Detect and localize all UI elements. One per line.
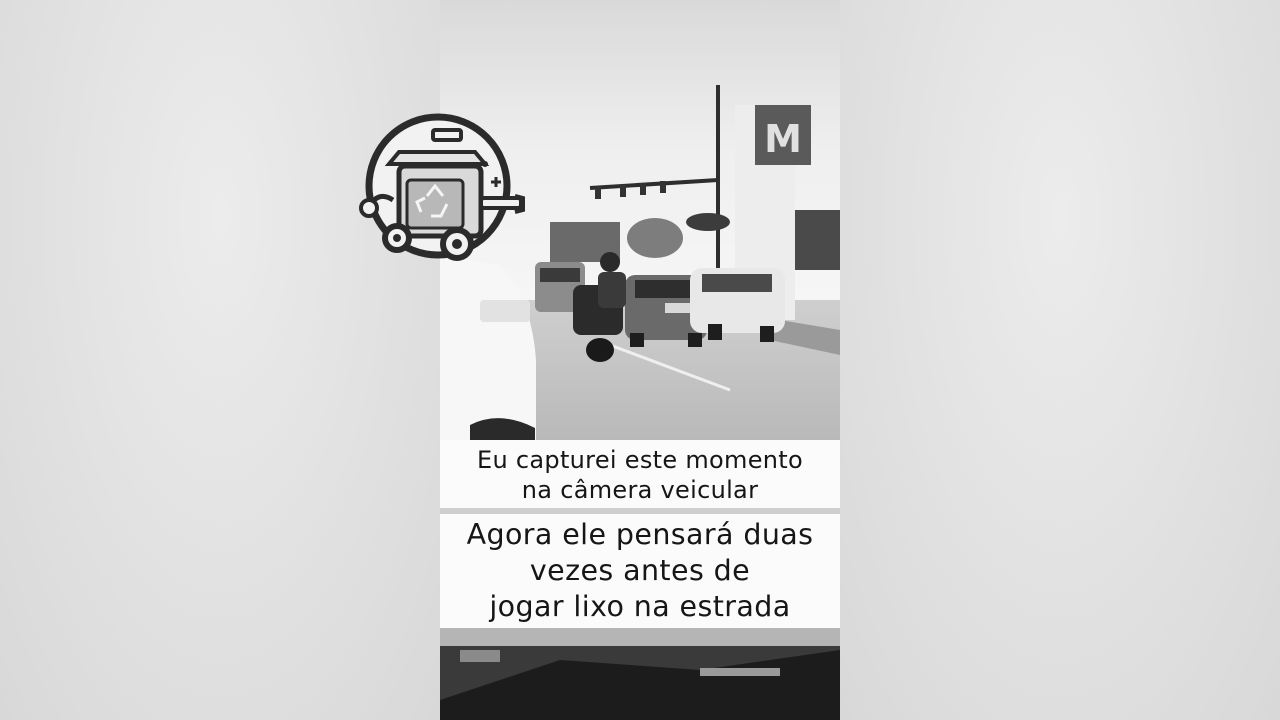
traffic-signal (660, 181, 666, 193)
blurred-background-left (0, 0, 440, 720)
rider-helmet (600, 252, 620, 272)
caption-line: jogar lixo na estrada (489, 590, 791, 623)
caption-box-main (440, 514, 840, 628)
mirror (480, 300, 530, 322)
rider-body (598, 272, 626, 308)
recycle-trash-can-icon (355, 112, 527, 264)
caption-box-top (440, 440, 840, 508)
traffic-signal (620, 185, 626, 197)
dashcam-video-frame[interactable] (440, 0, 840, 720)
caption-line: vezes antes de (529, 554, 751, 587)
sign-letter: M (764, 117, 802, 161)
blurred-background-right (840, 0, 1280, 720)
caption-line: Agora ele pensará duas (466, 518, 814, 551)
tree-cluster (627, 218, 683, 258)
caption-line: na câmera veicular (521, 476, 759, 504)
caption-line: Eu capturei este momento (477, 446, 803, 474)
street-lamp (686, 213, 730, 231)
traffic-signal (640, 183, 646, 195)
traffic-signal (595, 187, 601, 199)
